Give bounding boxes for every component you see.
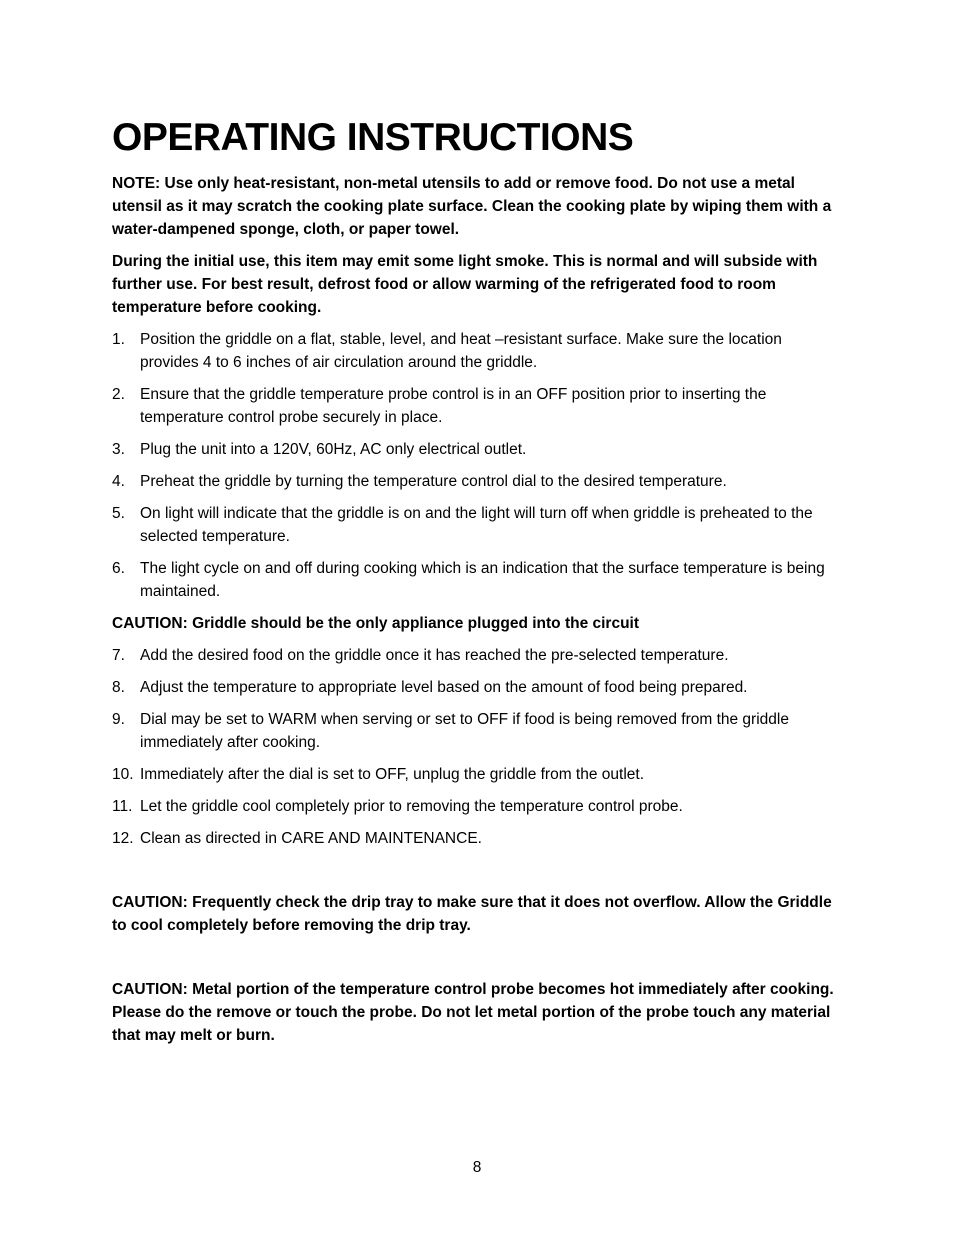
step-number: 7. bbox=[112, 647, 125, 664]
step-number: 12. bbox=[112, 830, 134, 847]
note-paragraph: NOTE: Use only heat-resistant, non-metal utensils to add or remove food. Do not use a metal utensil as it may scratch the cooking plate surface. Clean the cooking plate by wiping them with a water-dampened sponge, cloth, or paper towel. bbox=[112, 175, 832, 238]
list-item bbox=[112, 763, 844, 786]
step-text: Adjust the temperature to appropriate level based on the amount of food being prepared. bbox=[140, 679, 748, 696]
list-item bbox=[112, 676, 844, 699]
list-item bbox=[112, 470, 844, 493]
initial-use-paragraph: During the initial use, this item may emit some light smoke. This is normal and will subside with further use. For best result, defrost food or allow warming of the refrigerated food to room temperature before cooking. bbox=[112, 253, 818, 316]
step-text: Ensure that the griddle temperature probe control is in an OFF position prior to inserting the temperature control probe securely in place. bbox=[140, 386, 767, 426]
step-number: 5. bbox=[112, 505, 125, 522]
step-number: 3. bbox=[112, 441, 125, 458]
caution-probe: CAUTION: Metal portion of the temperature control probe becomes hot immediately after cooking. Please do the remove or touch the probe. Do not let metal portion of the probe touch any material that may melt or burn. bbox=[112, 981, 834, 1044]
step-text: Dial may be set to WARM when serving or set to OFF if food is being removed from the griddle immediately after cooking. bbox=[140, 711, 789, 751]
step-number: 1. bbox=[112, 331, 125, 348]
page-title: OPERATING INSTRUCTIONS bbox=[112, 116, 634, 159]
step-text: Position the griddle on a flat, stable, level, and heat –resistant surface. Make sure the location provides 4 to 6 inches of air circulation around the griddle. bbox=[140, 331, 782, 371]
step-text: The light cycle on and off during cooking which is an indication that the surface temperature is being maintained. bbox=[140, 560, 825, 600]
step-number: 8. bbox=[112, 679, 125, 696]
step-text: Add the desired food on the griddle once it has reached the pre-selected temperature. bbox=[140, 647, 729, 664]
caution-circuit: CAUTION: Griddle should be the only appliance plugged into the circuit bbox=[112, 615, 640, 632]
list-item bbox=[112, 502, 844, 548]
list-item bbox=[112, 644, 844, 667]
page-number: 8 bbox=[472, 1159, 482, 1176]
step-text: On light will indicate that the griddle is on and the light will turn off when griddle is preheated to the selected temperature. bbox=[140, 505, 813, 545]
step-text: Plug the unit into a 120V, 60Hz, AC only electrical outlet. bbox=[140, 441, 527, 458]
step-number: 9. bbox=[112, 711, 125, 728]
list-item bbox=[112, 708, 844, 754]
section-gap bbox=[112, 859, 844, 891]
step-number: 4. bbox=[112, 473, 125, 490]
step-text: Preheat the griddle by turning the temperature control dial to the desired temperature. bbox=[140, 473, 727, 490]
section-gap bbox=[112, 946, 844, 978]
instruction-list-part-1 bbox=[112, 328, 844, 603]
step-number: 6. bbox=[112, 560, 125, 577]
list-item bbox=[112, 328, 844, 374]
list-item bbox=[112, 827, 844, 850]
step-text: Clean as directed in CARE AND MAINTENANCE. bbox=[140, 830, 482, 847]
step-text: Let the griddle cool completely prior to removing the temperature control probe. bbox=[140, 798, 683, 815]
list-item bbox=[112, 383, 844, 429]
instruction-list-part-2 bbox=[112, 644, 844, 850]
list-item bbox=[112, 438, 844, 461]
step-number: 2. bbox=[112, 386, 125, 403]
step-number: 10. bbox=[112, 766, 134, 783]
list-item bbox=[112, 795, 844, 818]
step-text: Immediately after the dial is set to OFF, unplug the griddle from the outlet. bbox=[140, 766, 644, 783]
document-page bbox=[112, 114, 844, 1056]
step-number: 11. bbox=[112, 798, 133, 815]
list-item bbox=[112, 557, 844, 603]
caution-drip-tray: CAUTION: Frequently check the drip tray to make sure that it does not overflow. Allow the Griddle to cool completely before removing the drip tray. bbox=[112, 894, 832, 934]
